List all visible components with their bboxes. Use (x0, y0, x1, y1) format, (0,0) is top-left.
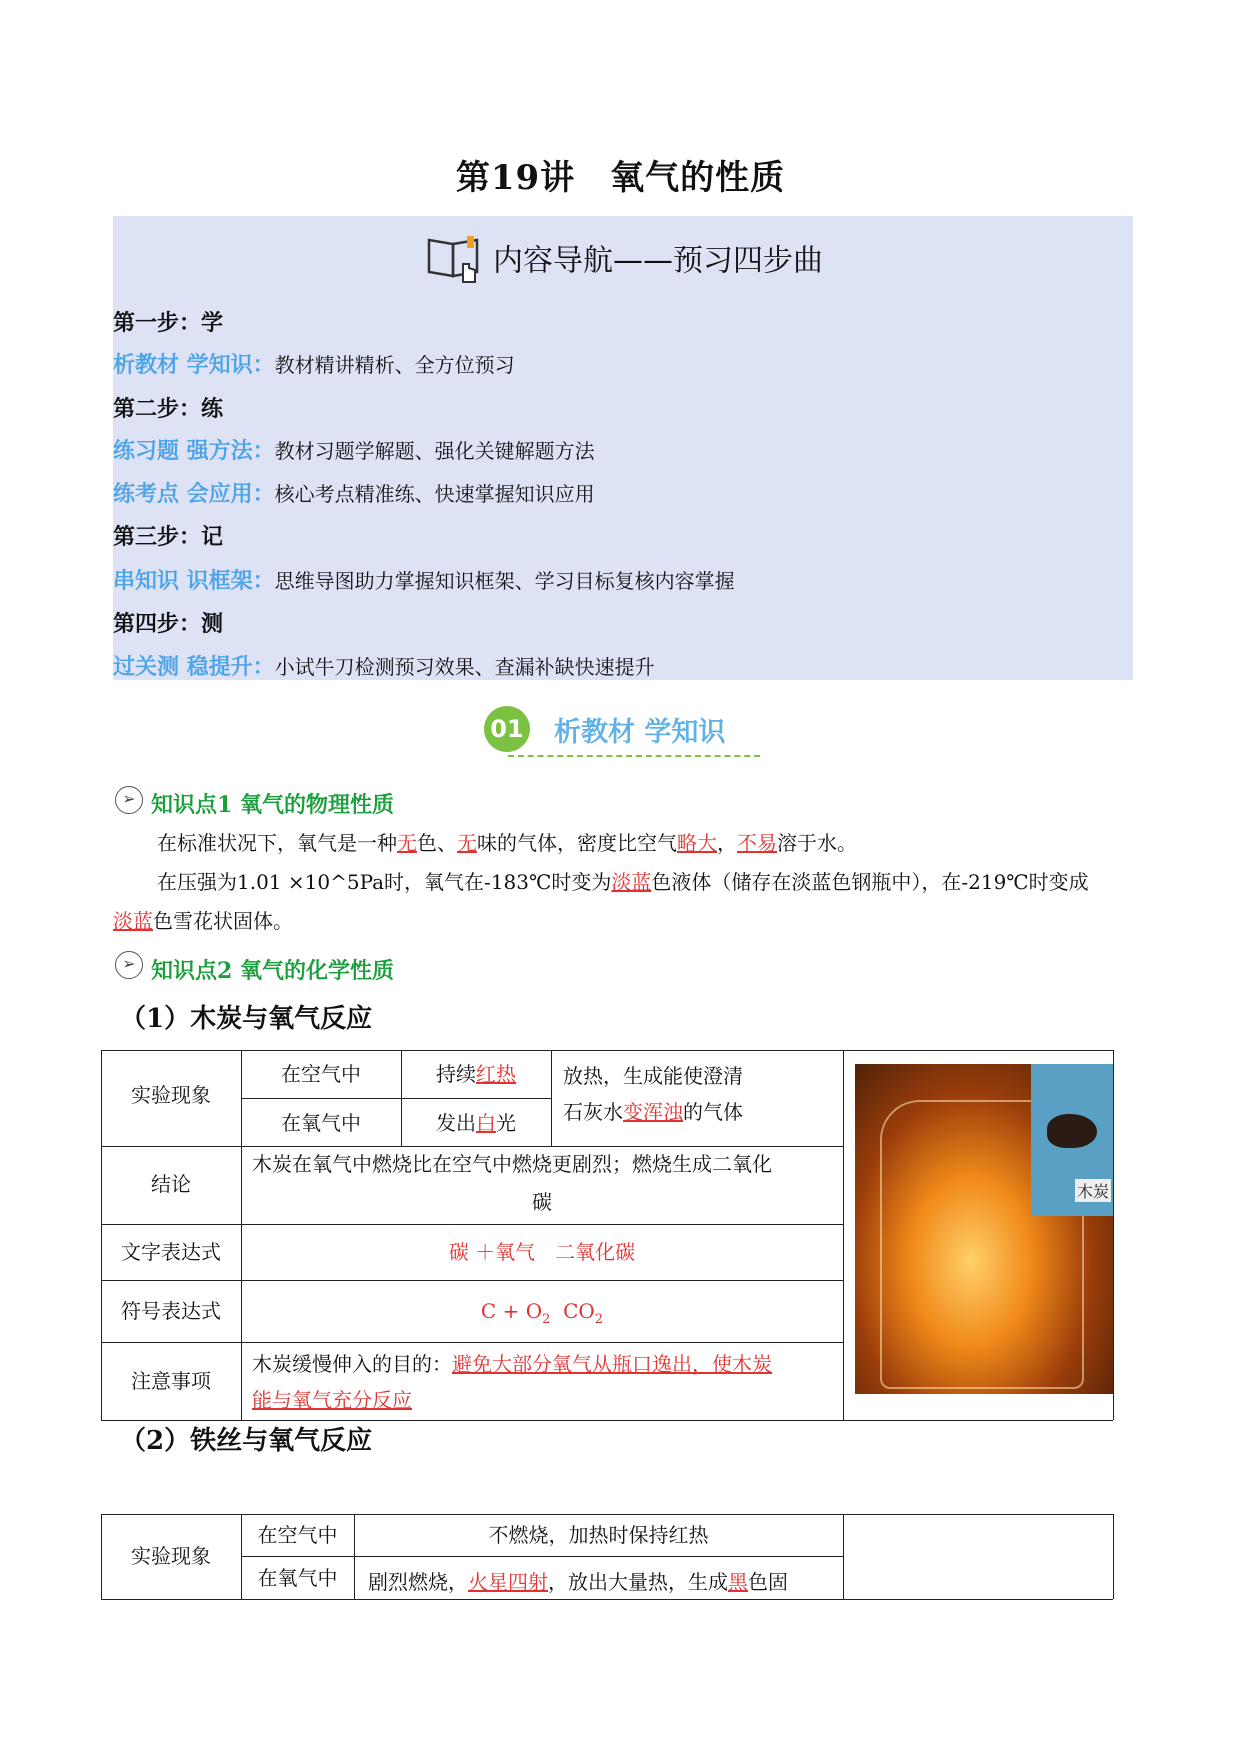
page-title: 第19讲 氧气的性质 (455, 158, 786, 198)
word-equation: 碳 ＋氧气 二氧化碳 (448, 1240, 636, 1264)
nav-item-label: 串知识 识框架： (113, 568, 275, 594)
kp1-paragraph-2: 在压强为1.01 ×10^5Pa时，氧气在-183℃时变为淡蓝色液体（储存在淡蓝色钢瓶中），在-219℃时变成 (157, 870, 1089, 894)
section-title: 析教材 学知识 (554, 717, 726, 748)
row-label-word-equation: 文字表达式 (121, 1240, 221, 1264)
book-icon (423, 230, 487, 294)
nav-item-2 (113, 436, 595, 466)
row-label-notes: 注意事项 (131, 1369, 211, 1393)
charcoal-inset-photo (1031, 1064, 1113, 1216)
cell-in-air: 在空气中 (257, 1523, 338, 1547)
arrow-circle-icon: ➢ (115, 786, 143, 814)
row-label-symbol-equation: 符号表达式 (121, 1299, 221, 1323)
section-divider (508, 755, 760, 757)
kp1-title: 知识点1 氧气的物理性质 (151, 792, 394, 818)
nav-item-label: 练习题 强方法： (113, 438, 275, 464)
cell-oxygen-result: 剧烈燃烧，火星四射，放出大量热，生成黑色固 (368, 1570, 788, 1594)
nav-item-label: 析教材 学知识： (113, 352, 275, 378)
row-label-phenomenon: 实验现象 (131, 1544, 211, 1568)
nav-item-label: 过关测 稳提升： (113, 654, 275, 680)
section-number-badge: 01 (484, 706, 530, 752)
kp2-title: 知识点2 氧气的化学性质 (151, 958, 394, 984)
step-3: 第三步：记 (113, 524, 224, 550)
cell-air-result: 持续红热 (436, 1062, 516, 1086)
step-4: 第四步：测 (113, 611, 224, 637)
arrow-circle-icon: ➢ (115, 951, 143, 979)
cell-air-result: 不燃烧，加热时保持红热 (488, 1523, 709, 1547)
subheading-iron-wire: （2）铁丝与氧气反应 (120, 1426, 373, 1456)
symbol-equation: $C + O_2$ $CO_2$ (480, 1299, 604, 1327)
notes-line2: 能与氧气充分反应 (252, 1388, 412, 1412)
nav-item-4 (113, 566, 735, 596)
subheading-charcoal: （1）木炭与氧气反应 (120, 1004, 373, 1034)
step-1: 第一步：学 (113, 310, 224, 336)
cell-gas-line1: 放热，生成能使澄清 (563, 1064, 743, 1088)
nav-item-text: 小试牛刀检测预习效果、查漏补缺快速提升 (274, 655, 655, 679)
nav-item-text: 思维导图助力掌握知识框架、学习目标复核内容掌握 (274, 569, 735, 593)
conclusion-line1: 木炭在氧气中燃烧比在空气中燃烧更剧烈；燃烧生成二氧化 (252, 1152, 772, 1176)
charcoal-lump (1047, 1114, 1097, 1148)
nav-item-text: 教材习题学解题、强化关键解题方法 (274, 439, 595, 463)
row-label-conclusion: 结论 (151, 1172, 191, 1196)
nav-item-text: 教材精讲精析、全方位预习 (274, 353, 515, 377)
row-label-phenomenon: 实验现象 (131, 1083, 211, 1107)
notes-line1: 木炭缓慢伸入的目的：避免大部分氧气从瓶口逸出，使木炭 (252, 1352, 772, 1376)
nav-item-5 (113, 652, 655, 682)
kp1-paragraph-3: 淡蓝色雪花状固体。 (113, 909, 293, 933)
cell-oxygen-result: 发出白光 (436, 1111, 516, 1135)
nav-item-text: 核心考点精准练、快速掌握知识应用 (274, 482, 595, 506)
nav-item-3 (113, 479, 595, 509)
content-navigation (113, 216, 1133, 680)
cell-in-oxygen: 在氧气中 (281, 1111, 361, 1135)
kp1-paragraph-1: 在标准状况下，氧气是一种无色、无味的气体，密度比空气略大，不易溶于水。 (157, 831, 857, 855)
nav-item-1 (113, 350, 515, 380)
cell-in-air: 在空气中 (281, 1062, 361, 1086)
conclusion-line2: 碳 (532, 1190, 552, 1214)
nav-heading (113, 230, 1133, 294)
step-2: 第二步：练 (113, 396, 224, 422)
nav-heading-text: 内容导航——预习四步曲 (493, 243, 823, 279)
cell-gas-line2: 石灰水变浑浊的气体 (563, 1100, 743, 1124)
nav-item-label: 练考点 会应用： (113, 481, 275, 507)
cell-in-oxygen: 在氧气中 (257, 1566, 338, 1590)
photo-label: 木炭 (1075, 1179, 1111, 1202)
